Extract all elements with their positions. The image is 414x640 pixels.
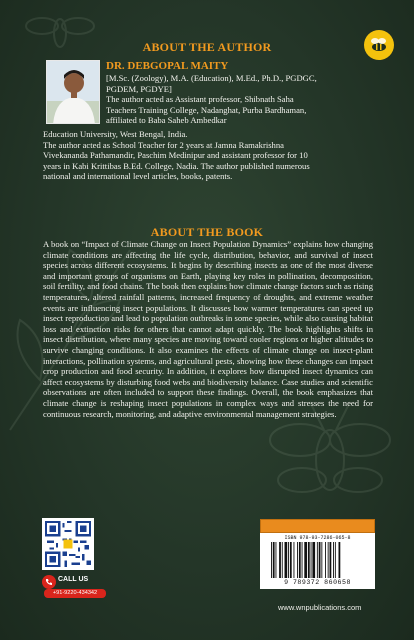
author-bio-line: PGDEM, PGDYE] (106, 83, 172, 94)
author-bio-line: Education University, West Bengal, India. (43, 129, 188, 139)
author-bio-right (106, 73, 376, 126)
barcode-block (260, 533, 375, 589)
author-bio-line: Teachers Training College, Nadanghat, Purba Bardhaman, (106, 104, 307, 115)
author-bio-line: Vivekananda Pathamandir, Paschim Medinipur and assistant professor for 10 (43, 150, 308, 161)
author-name: DR. DEBGOPAL MAITY (106, 60, 229, 72)
price-bar (260, 519, 375, 533)
book-description: A book on “Impact of Climate Change on Insect Population Dynamics” explains how changing climate conditions are affecting the life cycle, distribution, behavior, and survival of insect species across different ecosystems. It begins by describing insects as one of the most diverse and important groups of organisms on Earth, playing key roles in pollination, decomposition, soil fertility, and food chains. The book then explains how climate change factors such as rising temperatures, altered rainfall patterns, increased frequency of droughts, and extreme weather events are influencing insect populations. It discusses how warmer temperatures can speed up insect reproduction and lead to population outbreaks in some species, while also causing habitat loss and extinction risks for others that cannot adapt quickly. The book highlights shifts in insect distribution, where many species are moving toward cooler regions or higher altitudes to survive changing conditions. It also examines the effects of climate change on insect-plant interactions, pollination systems, and agricultural pests, showing how these changes can impact crop production and food security. In addition, it explores how disrupted insect dynamics can affect ecosystems by disturbing food webs and biodiversity balance. Case studies and scientific observations are often included to support these findings. Overall, the book emphasizes that climate change is reshaping insect populations in complex ways and stresses the need for continuous research, monitoring, and adaptive environmental management strategies. (43, 239, 373, 419)
about-author-heading: ABOUT THE AUTHOR (142, 40, 272, 54)
author-photo (46, 60, 100, 124)
author-portrait-icon (47, 61, 100, 124)
qr-code-icon (45, 521, 91, 567)
author-bio-line: affiliated to Baba Saheb Ambedkar (106, 115, 227, 126)
author-bio-line: national and international level articles, books, patents. (43, 171, 233, 182)
barcode-number: 9 789372 860658 (284, 579, 351, 586)
author-bio-line: The author acted as Assistant professor, Shibnath Saha (106, 94, 294, 105)
phone-icon (42, 575, 56, 589)
author-bio-line: [M.Sc. (Zoology), M.A. (Education), M.Ed., Ph.D., PGDGC, (106, 73, 317, 83)
barcode-icon (270, 542, 365, 578)
call-us-block[interactable] (42, 575, 98, 597)
isbn-text: ISBN 978-93-7286-065-8 (284, 535, 351, 541)
author-bio-line: The author acted as School Teacher for 2 years at Jamna Ramakrishna (43, 139, 284, 150)
about-book-heading: ABOUT THE BOOK (150, 225, 264, 239)
author-bio-full (43, 129, 383, 182)
qr-code[interactable] (42, 518, 94, 570)
phone-number: +91-9220-434342 (44, 589, 106, 598)
publisher-website[interactable]: www.wnpublications.com (278, 603, 362, 612)
author-bio-line: years in Kabi Krittibas B.Ed. College, Nadia. The author published numerous (43, 160, 310, 171)
call-us-label: CALL US (58, 576, 89, 583)
